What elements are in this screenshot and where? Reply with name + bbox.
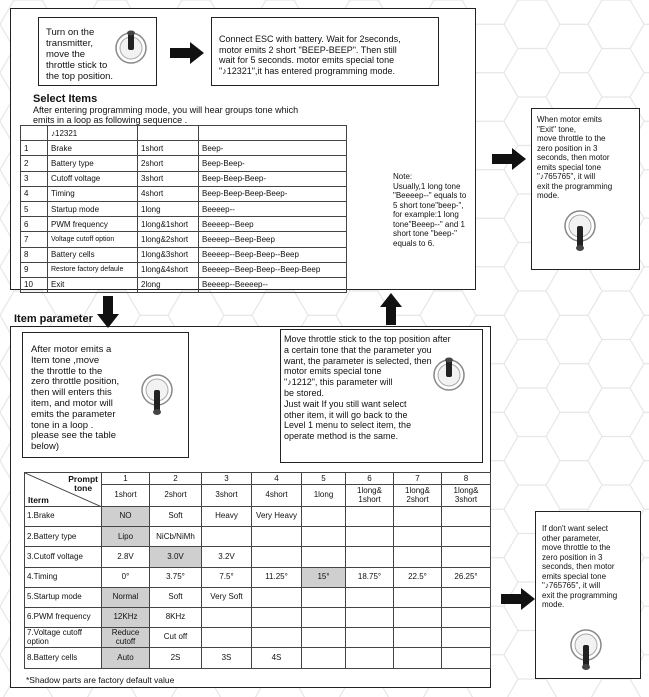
table-row [25, 587, 491, 607]
param-value-cell: 11.25° [252, 567, 302, 587]
table-row [21, 232, 347, 247]
param-value-cell [394, 527, 442, 547]
select-items-table [20, 125, 347, 293]
param-value-cell: 2.8V [102, 547, 150, 567]
param-value-cell [302, 507, 346, 527]
param-value-cell [442, 607, 491, 627]
menu-tone-cell: Beeeep--Beep-Beep--Beep-Beep [199, 262, 347, 277]
step2-text: Connect ESC with battery. Wait for 2seconds, motor emits 2 short "BEEP-BEEP". Then still wait for 5 seconds. motor emits special tone "♪12321",it has entered programming mode. [219, 34, 401, 76]
throttle-switch-icon [431, 353, 467, 399]
column-tone: 1long& 1short [357, 486, 382, 504]
param-value-cell: Heavy [202, 507, 252, 527]
param-value-cell [302, 648, 346, 668]
menu-num-cell: 5 [21, 201, 48, 216]
throttle-switch-icon [113, 26, 149, 72]
param-value-cell [346, 587, 394, 607]
table-row [21, 262, 347, 277]
param-value-cell: 3.2V [202, 547, 252, 567]
param-value-cell [346, 607, 394, 627]
menu-item-cell: Battery type [48, 156, 138, 171]
table-row [21, 186, 347, 201]
table-row [21, 247, 347, 262]
footnote: *Shadow parts are factory default value [26, 675, 175, 685]
param-value-cell: NO [102, 507, 150, 527]
prompt-tone-label: Prompt tone [68, 474, 98, 493]
menu-num-cell: 6 [21, 217, 48, 232]
param-value-cell: Normal [102, 587, 150, 607]
menu-count-cell: 2short [138, 156, 199, 171]
menu-num-cell: 3 [21, 171, 48, 186]
menu-count-cell: 1long&2short [138, 232, 199, 247]
param-value-cell [302, 527, 346, 547]
param-header-cell [102, 473, 150, 507]
param-value-cell [346, 507, 394, 527]
param-value-cell: 3S [202, 648, 252, 668]
table-row [21, 141, 347, 156]
menu-item-cell: Restore factory defaule [48, 262, 138, 277]
menu-item-cell: Cutoff voltage [48, 171, 138, 186]
table-row [21, 217, 347, 232]
table-row [25, 648, 491, 668]
header-tone: ♪12321 [48, 126, 138, 141]
menu-item-cell: Brake [48, 141, 138, 156]
param-value-cell: 7.5° [202, 567, 252, 587]
step2-box [211, 17, 439, 86]
menu-tone-cell: Beeeep-- [199, 201, 347, 216]
param-value-cell [346, 648, 394, 668]
exit-text: When motor emits "Exit" tone, move throttle to the zero position in 3 seconds, then motor emits special tone "♪765765", it will exit the programming mode. [537, 115, 613, 200]
column-number: 7 [394, 473, 441, 485]
table-row [21, 277, 347, 292]
menu-count-cell: 1long&1short [138, 217, 199, 232]
param-value-cell: 18.75° [346, 567, 394, 587]
param-row-label: 5.Startup mode [25, 587, 102, 607]
table-row [21, 156, 347, 171]
column-number: 8 [442, 473, 490, 485]
column-number: 5 [302, 473, 345, 485]
param-header-cell [442, 473, 491, 507]
param-value-cell [302, 607, 346, 627]
table-row [25, 607, 491, 627]
right-arrow-icon [170, 42, 204, 64]
param-value-cell: 26.25° [442, 567, 491, 587]
menu-num-cell: 7 [21, 232, 48, 247]
parameter-entry-text: After motor emits a Item tone ,move the throttle to the zero throttle position, then will enters this item, and motor will emits the parameter tone in a loop . please see the table below) [31, 344, 120, 453]
header-corner-cell [25, 473, 102, 507]
column-tone: 1short [114, 490, 137, 500]
table-cell [138, 126, 199, 141]
param-value-cell: Very Heavy [252, 507, 302, 527]
param-value-cell: NiCb/NiMh [150, 527, 202, 547]
table-row [21, 171, 347, 186]
param-value-cell: Cut off [150, 628, 202, 648]
table-row [25, 527, 491, 547]
menu-num-cell: 10 [21, 277, 48, 292]
param-header-cell [252, 473, 302, 507]
param-value-cell [252, 587, 302, 607]
table-cell [199, 126, 347, 141]
parameter-select-text: Move throttle stick to the top position after a certain tone that the parameter you want, the parameter is selected, then motor emits special tone "♪1212", this parameter will be stored. Just wait If you still want select other item, it will go back to the Level 1 menu to select item, the operate method is the same. [284, 334, 451, 442]
param-value-cell: 3.0V [150, 547, 202, 567]
param-value-cell [202, 607, 252, 627]
param-value-cell [202, 628, 252, 648]
menu-count-cell: 1long&3short [138, 247, 199, 262]
item-label: Iterm [28, 494, 49, 505]
right-arrow-icon [492, 148, 526, 170]
param-value-cell [302, 628, 346, 648]
param-row-label: 3.Cutoff voltage [25, 547, 102, 567]
menu-num-cell: 8 [21, 247, 48, 262]
param-value-cell [442, 507, 491, 527]
menu-tone-cell: Beeeep--Beep-Beep--Beep [199, 247, 347, 262]
item-parameter-table [24, 472, 491, 669]
param-value-cell [394, 507, 442, 527]
menu-num-cell: 1 [21, 141, 48, 156]
param-header-cell [202, 473, 252, 507]
param-value-cell [442, 628, 491, 648]
menu-count-cell: 4short [138, 186, 199, 201]
param-row-label: 7.Voltage cutoff option [25, 628, 102, 648]
menu-item-cell: Exit [48, 277, 138, 292]
param-value-cell: Soft [150, 507, 202, 527]
param-header-cell [346, 473, 394, 507]
column-tone: 3short [215, 490, 238, 500]
param-value-cell [442, 587, 491, 607]
param-value-cell [252, 628, 302, 648]
column-number: 1 [102, 473, 149, 485]
param-value-cell: 8KHz [150, 607, 202, 627]
menu-tone-cell: Beeeep--Beep [199, 217, 347, 232]
menu-count-cell: 3short [138, 171, 199, 186]
menu-count-cell: 1short [138, 141, 199, 156]
menu-count-cell: 1long [138, 201, 199, 216]
param-value-cell: 15° [302, 567, 346, 587]
param-value-cell [442, 648, 491, 668]
up-arrow-icon [380, 293, 402, 325]
select-items-intro: After entering programming mode, you will hear groups tone which emits in a loop as following sequence . [33, 105, 299, 125]
menu-tone-cell: Beep- [199, 141, 347, 156]
param-row-label: 2.Battery type [25, 527, 102, 547]
right-arrow-icon [501, 588, 535, 610]
table-row [25, 567, 491, 587]
column-tone: 1long& 2short [405, 486, 430, 504]
param-value-cell [252, 527, 302, 547]
menu-item-cell: PWM frequency [48, 217, 138, 232]
menu-count-cell: 1long&4short [138, 262, 199, 277]
menu-tone-cell: Beeeep--Beeeep-- [199, 277, 347, 292]
menu-tone-cell: Beep-Beep- [199, 156, 347, 171]
note-text: Note: Usually,1 long tone "Beeeep--" equals to 5 short tone"beep-", for example:1 long tone"Beeep--" and 1 short tone "beep-" equals to 6. [393, 172, 467, 248]
table-row [25, 547, 491, 567]
param-value-cell: 3.75° [150, 567, 202, 587]
column-tone: 1long [313, 490, 334, 500]
param-value-cell [394, 607, 442, 627]
column-number: 3 [202, 473, 251, 485]
param-row-label: 6.PWM frequency [25, 607, 102, 627]
param-value-cell [252, 547, 302, 567]
item-parameter-title: Item parameter [14, 313, 93, 325]
param-value-cell [346, 628, 394, 648]
table-row [21, 126, 347, 141]
down-arrow-icon [97, 296, 119, 328]
select-items-title: Select Items [33, 93, 98, 105]
param-header-cell [394, 473, 442, 507]
param-row-label: 4.Timing [25, 567, 102, 587]
param-value-cell: Auto [102, 648, 150, 668]
param-value-cell: Soft [150, 587, 202, 607]
menu-num-cell: 9 [21, 262, 48, 277]
param-value-cell [302, 587, 346, 607]
menu-count-cell: 2long [138, 277, 199, 292]
column-tone: 2short [164, 490, 187, 500]
param-value-cell: Very Soft [202, 587, 252, 607]
menu-item-cell: Battery cells [48, 247, 138, 262]
column-tone: 1long& 3short [453, 486, 479, 504]
param-value-cell [394, 547, 442, 567]
param-value-cell [252, 607, 302, 627]
menu-item-cell: Timing [48, 186, 138, 201]
column-tone: 4short [265, 490, 288, 500]
param-value-cell [346, 527, 394, 547]
menu-tone-cell: Beep-Beep-Beep-Beep- [199, 186, 347, 201]
menu-tone-cell: Beep-Beep-Beep- [199, 171, 347, 186]
menu-num-cell: 2 [21, 156, 48, 171]
param-value-cell: Reduce cutoff [102, 628, 150, 648]
table-row [25, 507, 491, 527]
param-row-label: 1.Brake [25, 507, 102, 527]
table-cell [21, 126, 48, 141]
param-value-cell: 2S [150, 648, 202, 668]
menu-num-cell: 4 [21, 186, 48, 201]
param-value-cell: 22.5° [394, 567, 442, 587]
param-value-cell [302, 547, 346, 567]
param-value-cell: 0° [102, 567, 150, 587]
exit-text-2: If don't want select other parameter, move throttle to the zero position in 3 seconds, then motor emits special tone "♪765765", it will exit the programming mode. [542, 524, 618, 609]
menu-item-cell: Voltage cutoff option [48, 232, 138, 247]
param-value-cell [442, 547, 491, 567]
param-header-cell [302, 473, 346, 507]
table-row [25, 628, 491, 648]
param-value-cell: 12KHz [102, 607, 150, 627]
param-value-cell [394, 628, 442, 648]
step1-text: Turn on the transmitter, move the throttle stick to the top position. [46, 27, 114, 82]
param-value-cell: Lipo [102, 527, 150, 547]
column-number: 2 [150, 473, 201, 485]
param-header-cell [150, 473, 202, 507]
param-value-cell [394, 587, 442, 607]
param-value-cell [442, 527, 491, 547]
param-value-cell [394, 648, 442, 668]
column-number: 6 [346, 473, 393, 485]
param-value-cell: 4S [252, 648, 302, 668]
param-row-label: 8.Battery cells [25, 648, 102, 668]
param-value-cell [346, 547, 394, 567]
table-row [21, 201, 347, 216]
menu-item-cell: Startup mode [48, 201, 138, 216]
table-header-row [25, 473, 491, 507]
throttle-switch-icon [561, 206, 599, 256]
column-number: 4 [252, 473, 301, 485]
menu-tone-cell: Beeeep--Beep-Beep [199, 232, 347, 247]
param-value-cell [202, 527, 252, 547]
throttle-switch-icon [138, 370, 176, 420]
throttle-switch-icon [567, 625, 605, 675]
